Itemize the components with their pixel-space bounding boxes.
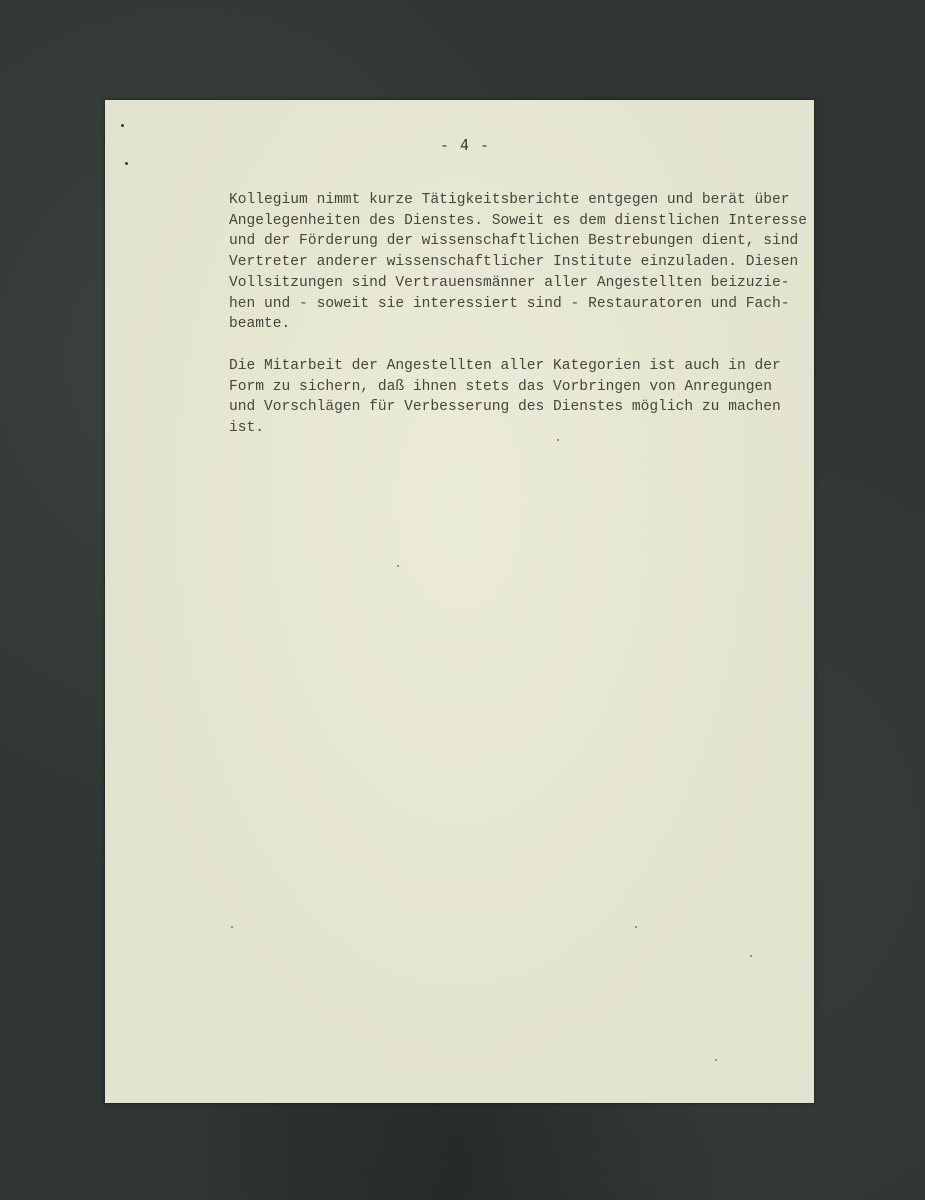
text-line: Kollegium nimmt kurze Tätigkeitsberichte entgegen und berät über — [229, 192, 790, 208]
text-line: Vollsitzungen sind Vertrauensmänner aller Angestellten beizuzie- — [229, 274, 790, 291]
text-line: Vertreter anderer wissenschaftlicher Institute einzuladen. Diesen — [229, 254, 799, 271]
paper-speck — [557, 439, 559, 441]
text-line: und Vorschlägen für Verbesserung des Dienstes möglich zu machen — [229, 399, 781, 416]
text-line: beamte. — [229, 316, 291, 333]
text-line: Form zu sichern, daß ihnen stets das Vorbringen von Anregungen — [229, 378, 772, 395]
page-number: - 4 - — [439, 136, 491, 154]
paper-speck — [715, 1059, 717, 1061]
paragraph-1 — [229, 190, 819, 335]
text-line: ist. — [229, 420, 265, 437]
document-page — [105, 100, 814, 1103]
paper-speck — [635, 926, 637, 928]
text-line: hen und - soweit sie interessiert sind - Restauratoren und Fach- — [229, 295, 790, 312]
text-line: und der Förderung der wissenschaftlichen Bestrebungen dient, sind — [229, 233, 799, 250]
text-line: Die Mitarbeit der Angestellten aller Kategorien ist auch in der — [229, 358, 781, 374]
paper-speck — [397, 565, 399, 567]
paper-speck — [750, 955, 752, 957]
punch-mark — [125, 162, 128, 165]
paper-speck — [231, 926, 233, 928]
punch-mark — [121, 124, 124, 127]
paragraph-2 — [229, 356, 819, 439]
text-line: Angelegenheiten des Dienstes. Soweit es dem dienstlichen Interesse — [229, 212, 808, 229]
